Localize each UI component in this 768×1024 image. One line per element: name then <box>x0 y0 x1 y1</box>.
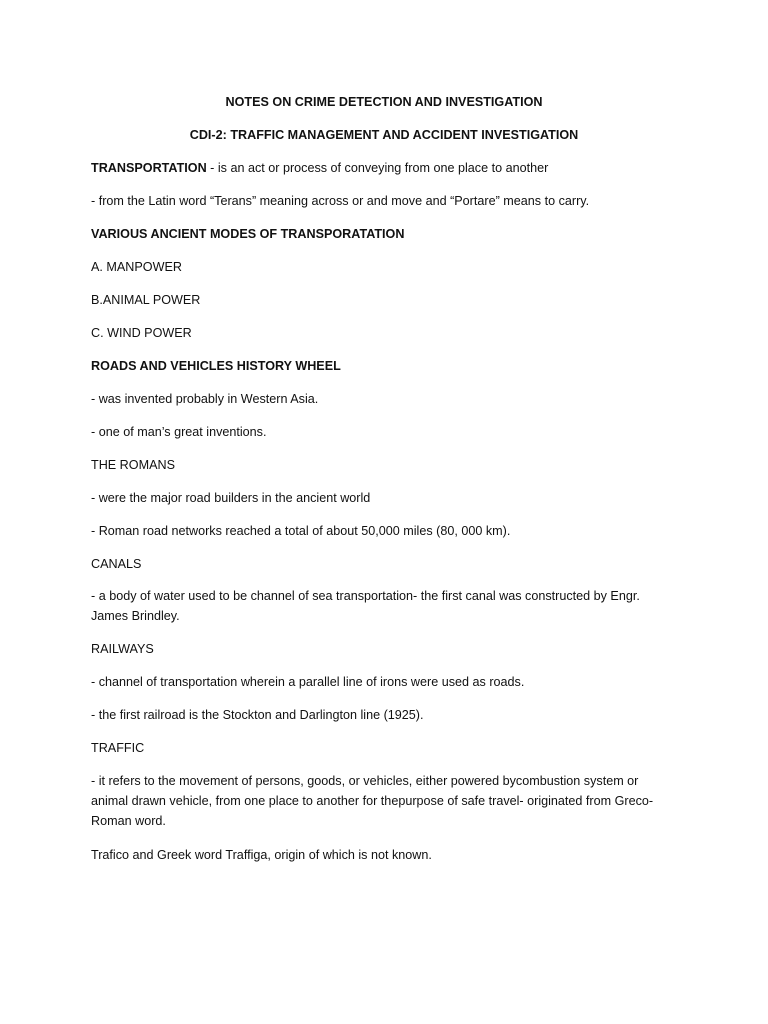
railways-line: - the first railroad is the Stockton and Darlington line (1925). <box>91 708 424 722</box>
ancient-mode-item: A. MANPOWER <box>91 260 182 274</box>
transportation-definition <box>91 158 681 178</box>
ancient-mode-item: C. WIND POWER <box>91 326 192 340</box>
document-subtitle: CDI-2: TRAFFIC MANAGEMENT AND ACCIDENT INVESTIGATION <box>189 128 579 142</box>
wheel-line: - was invented probably in Western Asia. <box>91 392 319 406</box>
ancient-modes-heading: VARIOUS ANCIENT MODES OF TRANSPORATATION <box>91 227 405 241</box>
canals-heading: CANALS <box>91 557 142 571</box>
canals-text: - a body of water used to be channel of sea transportation- the first canal was constructed by Engr. James Brindley. <box>91 589 640 623</box>
transportation-definition-text: - is an act or process of conveying from one place to another <box>206 161 549 175</box>
traffic-heading: TRAFFIC <box>91 741 145 755</box>
traffic-origin: Trafico and Greek word Traffiga, origin of which is not known. <box>91 848 432 862</box>
transportation-term: TRANSPORTATION <box>91 161 207 175</box>
wheel-line: - one of man’s great inventions. <box>91 425 267 439</box>
railways-line: - channel of transportation wherein a parallel line of irons were used as roads. <box>91 675 525 689</box>
romans-heading: THE ROMANS <box>91 458 175 472</box>
romans-line: - were the major road builders in the ancient world <box>91 491 371 505</box>
ancient-mode-item: B.ANIMAL POWER <box>91 293 201 307</box>
document-title: NOTES ON CRIME DETECTION AND INVESTIGATION <box>225 95 543 109</box>
railways-heading: RAILWAYS <box>91 642 154 656</box>
etymology-line: - from the Latin word “Terans” meaning across or and move and “Portare” means to carry. <box>91 194 590 208</box>
romans-line: - Roman road networks reached a total of about 50,000 miles (80, 000 km). <box>91 524 511 538</box>
wheel-heading: ROADS AND VEHICLES HISTORY WHEEL <box>91 359 341 373</box>
traffic-text: - it refers to the movement of persons, goods, or vehicles, either powered bycombustion system or animal drawn vehicle, from one place to another for thepurpose of safe travel- originated from Greco-Roman word. <box>91 774 654 828</box>
